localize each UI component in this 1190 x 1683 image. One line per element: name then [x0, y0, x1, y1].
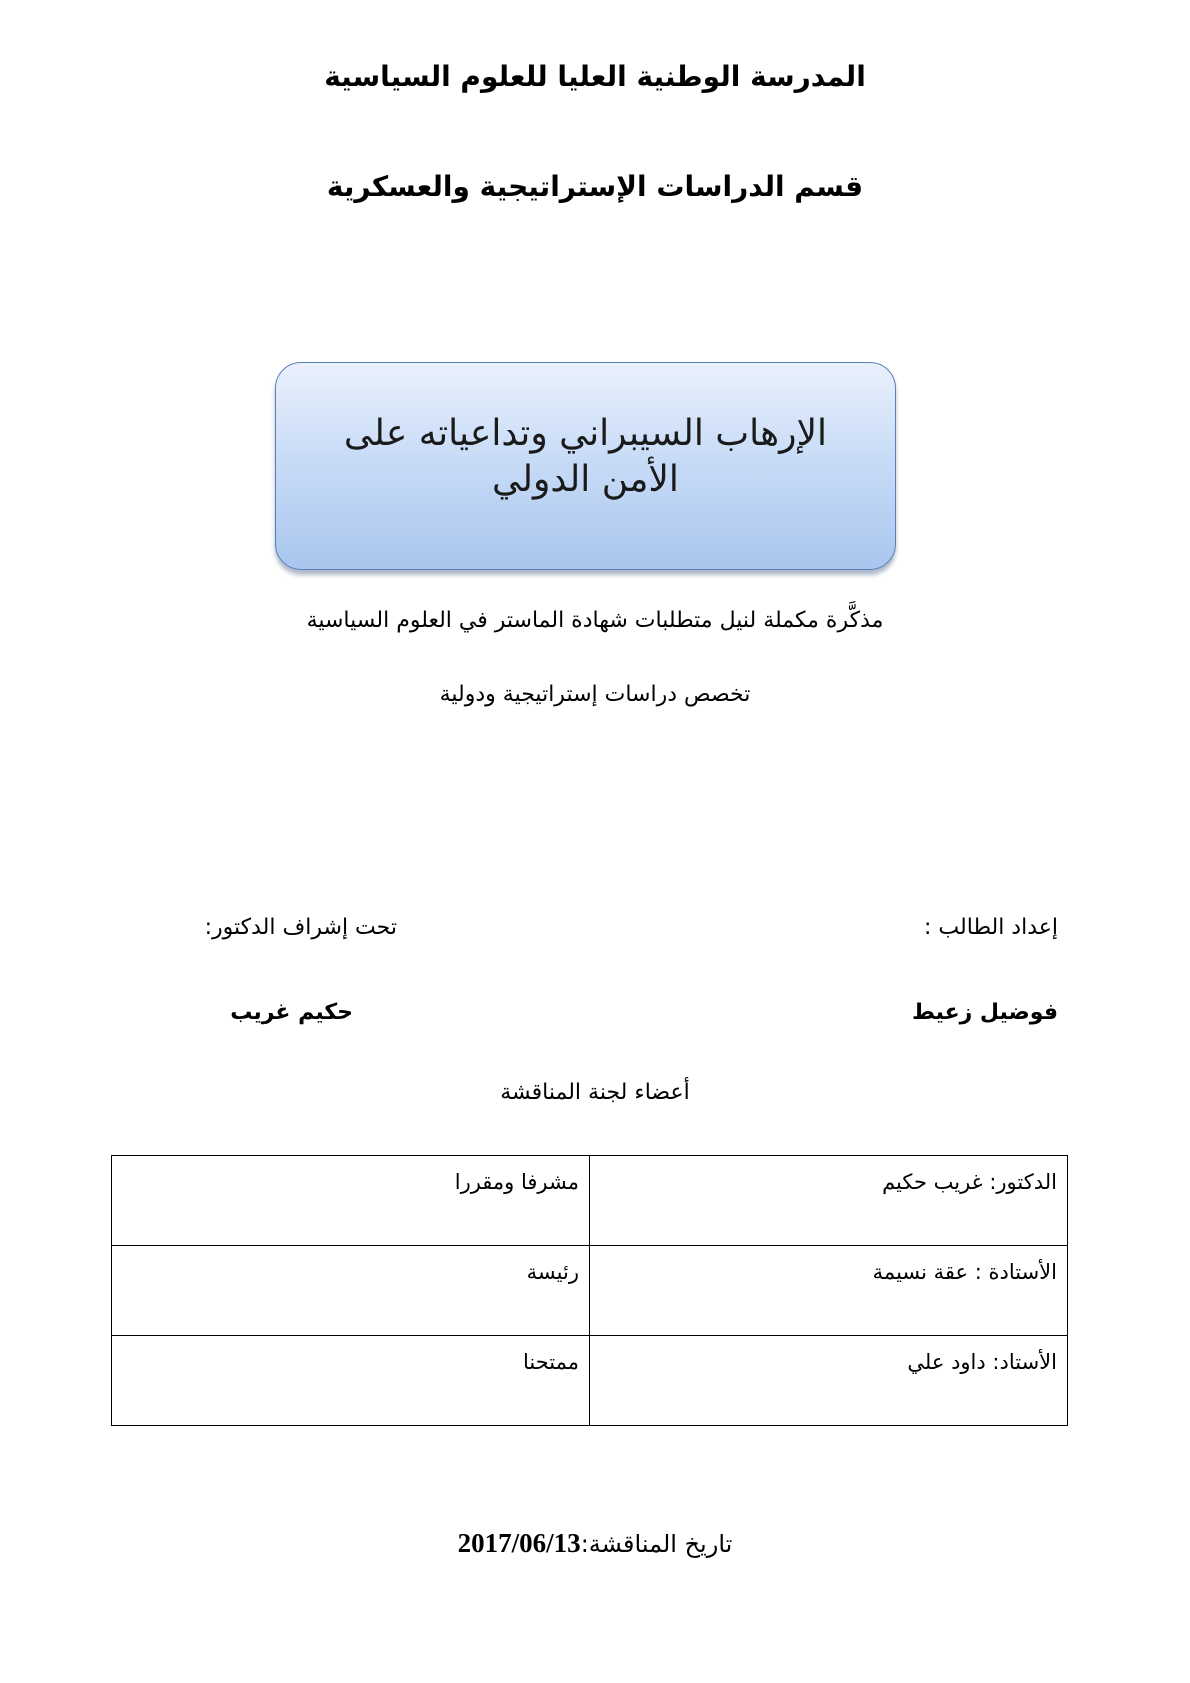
committee-role: مشرفا ومقررا: [112, 1156, 590, 1246]
committee-table: [111, 1155, 1068, 1426]
supervisor-name: حكيم غريب: [230, 1000, 353, 1025]
thesis-purpose: مذكَّرة مكملة لنيل متطلبات شهادة الماستر في العلوم السياسية: [306, 608, 884, 633]
student-label: إعداد الطالب :: [924, 915, 1058, 940]
supervisor-label: تحت إشراف الدكتور:: [204, 915, 397, 940]
defense-date: 2017/06/13: [457, 1528, 581, 1558]
thesis-title: الإرهاب السيبراني وتداعياته على الأمن الدولي: [343, 413, 828, 500]
committee-role: ممتحنا: [112, 1336, 590, 1426]
school-name: المدرسة الوطنية العليا للعلوم السياسية: [324, 60, 866, 93]
title-box: [275, 362, 896, 570]
committee-member: الدكتور: غريب حكيم: [590, 1156, 1068, 1246]
committee-member: الأستادة : عقة نسيمة: [590, 1246, 1068, 1336]
defense-date-line: [0, 1528, 1190, 1559]
committee-title: أعضاء لجنة المناقشة: [500, 1080, 690, 1105]
defense-date-label: تاريخ المناقشة:: [580, 1530, 733, 1558]
table-row: [112, 1246, 1068, 1336]
table-row: [112, 1336, 1068, 1426]
committee-member: الأستاد: داود علي: [590, 1336, 1068, 1426]
table-row: [112, 1156, 1068, 1246]
student-name: فوضيل زعيط: [912, 1000, 1058, 1025]
specialization: تخصص دراسات إستراتيجية ودولية: [439, 682, 751, 707]
department-name: قسم الدراسات الإستراتيجية والعسكرية: [326, 170, 864, 203]
committee-role: رئيسة: [112, 1246, 590, 1336]
